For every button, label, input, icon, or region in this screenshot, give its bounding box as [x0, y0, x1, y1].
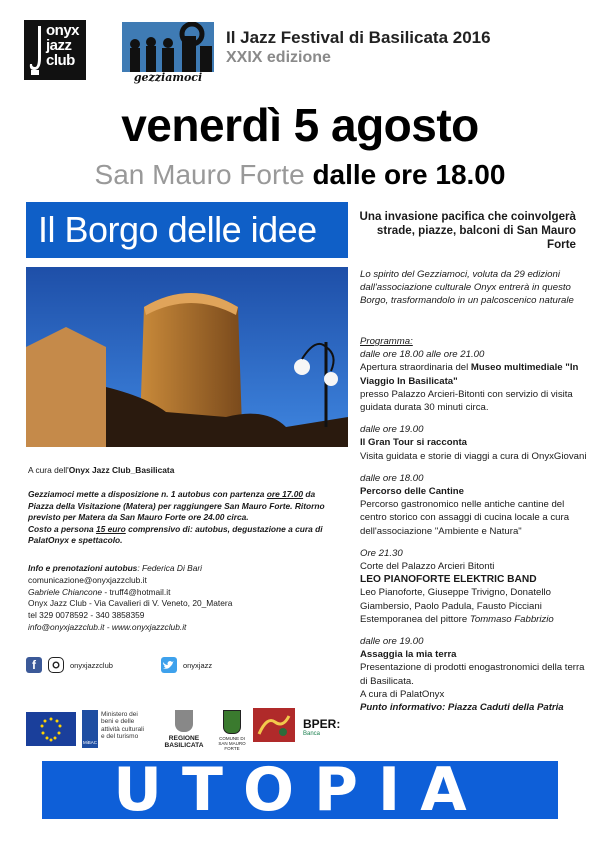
event-title: Il Gran Tour si racconta: [360, 437, 467, 449]
info-label: Info e prenotazioni autobus: [28, 563, 138, 573]
event-description: Leo Pianoforte, Giuseppe Trivigno, Donatello Giambersio, Paolo Padula, Fausto Picciani Estemporanea del pittore: [360, 587, 551, 625]
event-time: dalle ore 18.00 alle ore 21.00: [360, 349, 485, 361]
regione-crest-icon: [175, 710, 193, 732]
association-logo: [253, 708, 295, 742]
intro-headline: Una invasione pacifica che coinvolgerà strade, piazze, balconi di San Mauro Forte: [359, 210, 576, 251]
event-title: LEO PIANOFORTE ELEKTRIC BAND: [360, 574, 537, 586]
program-event: [360, 348, 588, 414]
ministero-text: Ministero dei beni e delle attività culturali e del turismo: [101, 711, 144, 741]
program-label: Programma:: [360, 336, 413, 347]
gezziamoci-wordmark: gezziamoci: [133, 71, 203, 84]
bus-info: [28, 489, 340, 547]
borgo-banner-title: Il Borgo delle idee: [26, 202, 348, 258]
program-event: [360, 635, 588, 714]
festival-title: Il Jazz Festival di Basilicata 2016: [226, 28, 491, 47]
info-contact-name: : Federica Di Bari: [137, 563, 203, 573]
edition-label: XXIX edizione: [226, 49, 331, 66]
program: [360, 335, 588, 723]
phone-numbers: tel 329 0078592 - 340 3858359: [28, 610, 145, 621]
bper-banca-logo: [303, 717, 340, 737]
gezziamoci-logo: [122, 22, 214, 84]
regione-label: REGIONE BASILICATA: [164, 735, 204, 749]
event-venue: Corte del Palazzo Arcieri Bitonti: [360, 561, 495, 573]
event-time: Ore 21.30: [360, 547, 403, 559]
social-handle[interactable]: onyxjazzclub: [70, 660, 113, 670]
event-time: dalle ore 19.00: [360, 636, 424, 648]
eu-flag-icon: [26, 712, 76, 746]
saxophone-icon: [27, 24, 45, 76]
twitter-icon[interactable]: [161, 657, 177, 673]
event-time: dalle ore 18.00: [312, 159, 506, 190]
bper-sub: Banca: [303, 731, 321, 737]
organizer-prefix: A cura dell': [28, 465, 69, 475]
organizer-name: Onyx Jazz Club_Basilicata: [68, 465, 175, 475]
cost-text: comprensivo di: autobus, degustazione a cura di PalatOnyx e spettacolo.: [28, 523, 323, 546]
bus-time: ore 17.00: [266, 489, 304, 499]
event-time: dalle ore 18.00: [360, 472, 424, 484]
utopia-banner: UTOPIA: [42, 761, 558, 819]
onyx-logo-text: onyx jazz club: [46, 22, 80, 69]
email-link[interactable]: comunicazione@onyxjazzclub.it: [28, 574, 147, 585]
event-place: San Mauro Forte: [94, 159, 305, 190]
social-handle[interactable]: onyxjazz: [182, 660, 213, 670]
social-links: [26, 655, 212, 675]
event-title: Museo multimediale "In Viaggio In Basilicata": [360, 362, 579, 387]
comune-crest-icon: [223, 710, 241, 734]
ministero-logo: [82, 710, 146, 748]
band-silhouette-icon: [122, 22, 214, 72]
instagram-icon[interactable]: [48, 657, 64, 673]
event-cura: A cura di PalatOnyx: [360, 688, 445, 700]
cost-price: 15 euro: [95, 523, 126, 534]
comune-label: COMUNE DI SAN MAURO FORTE: [218, 736, 246, 751]
comune-logo: [218, 710, 246, 750]
tower-photo: [26, 267, 348, 447]
event-description: Visita guidata e storie di viaggi a cura di OnyxGiovani: [360, 450, 587, 462]
cost-text: Costo a persona: [28, 523, 96, 534]
bus-text: Gezziamoci mette a disposizione n. 1 autobus con partenza: [28, 489, 267, 499]
program-event: [360, 423, 588, 463]
bus-text: da Piazza della Visitazione (Matera) per raggiungere San Mauro Forte. Ritorno previsto per Matera da San Mauro Forte ore 24.00 circa.: [28, 489, 325, 523]
organizer-line: [28, 465, 174, 475]
contact-info: [28, 563, 340, 634]
contact-name: Gabriele Chiancone: [28, 586, 103, 597]
onyx-jazz-club-logo: [24, 20, 86, 80]
event-title: Percorso delle Cantine: [360, 486, 464, 498]
event-description: Presentazione di prodotti enogastronomici della terra di Basilicata.: [360, 662, 585, 687]
bper-label: BPER:: [303, 717, 341, 731]
event-place-time: [0, 159, 600, 191]
intro-lead: Lo spirito del Gezziamoci, voluta da 29 edizioni dall'associazione culturale Onyx entrerà in questo Borgo, trasformandolo in un palcoscenico naturale: [360, 269, 574, 306]
program-event: [360, 547, 588, 626]
event-time: dalle ore 19.00: [360, 424, 424, 436]
painter-name: Tommaso Fabbrizio: [469, 613, 554, 625]
regione-basilicata-logo: [150, 710, 218, 750]
info-point: Punto informativo: Piazza Caduti della Patria: [360, 702, 564, 714]
event-text: Apertura straordinaria del: [360, 362, 471, 374]
event-description: Percorso gastronomico nelle antiche cantine del centro storico con assaggi di cucina locale a cura dell'associazione "Ambiente e Natura": [360, 499, 570, 537]
event-description: presso Palazzo Arcieri-Bitonti con servizio di visita guidata durata 30 minuti circa.: [360, 388, 573, 414]
address: Onyx Jazz Club - Via Cavalieri di V. Veneto, 20_Matera: [28, 598, 233, 609]
program-event: [360, 472, 588, 538]
web-links[interactable]: info@onyxjazzclub.it - www.onyxjazzclub.it: [28, 621, 187, 632]
mibac-box: [82, 710, 98, 748]
mibac-label: MiBAC: [83, 739, 98, 745]
event-title: Assaggia la mia terra: [360, 649, 457, 661]
event-date: venerdì 5 agosto: [121, 99, 479, 151]
facebook-icon[interactable]: f: [26, 657, 42, 673]
email-link[interactable]: - truff4@hotmail.it: [102, 586, 171, 597]
